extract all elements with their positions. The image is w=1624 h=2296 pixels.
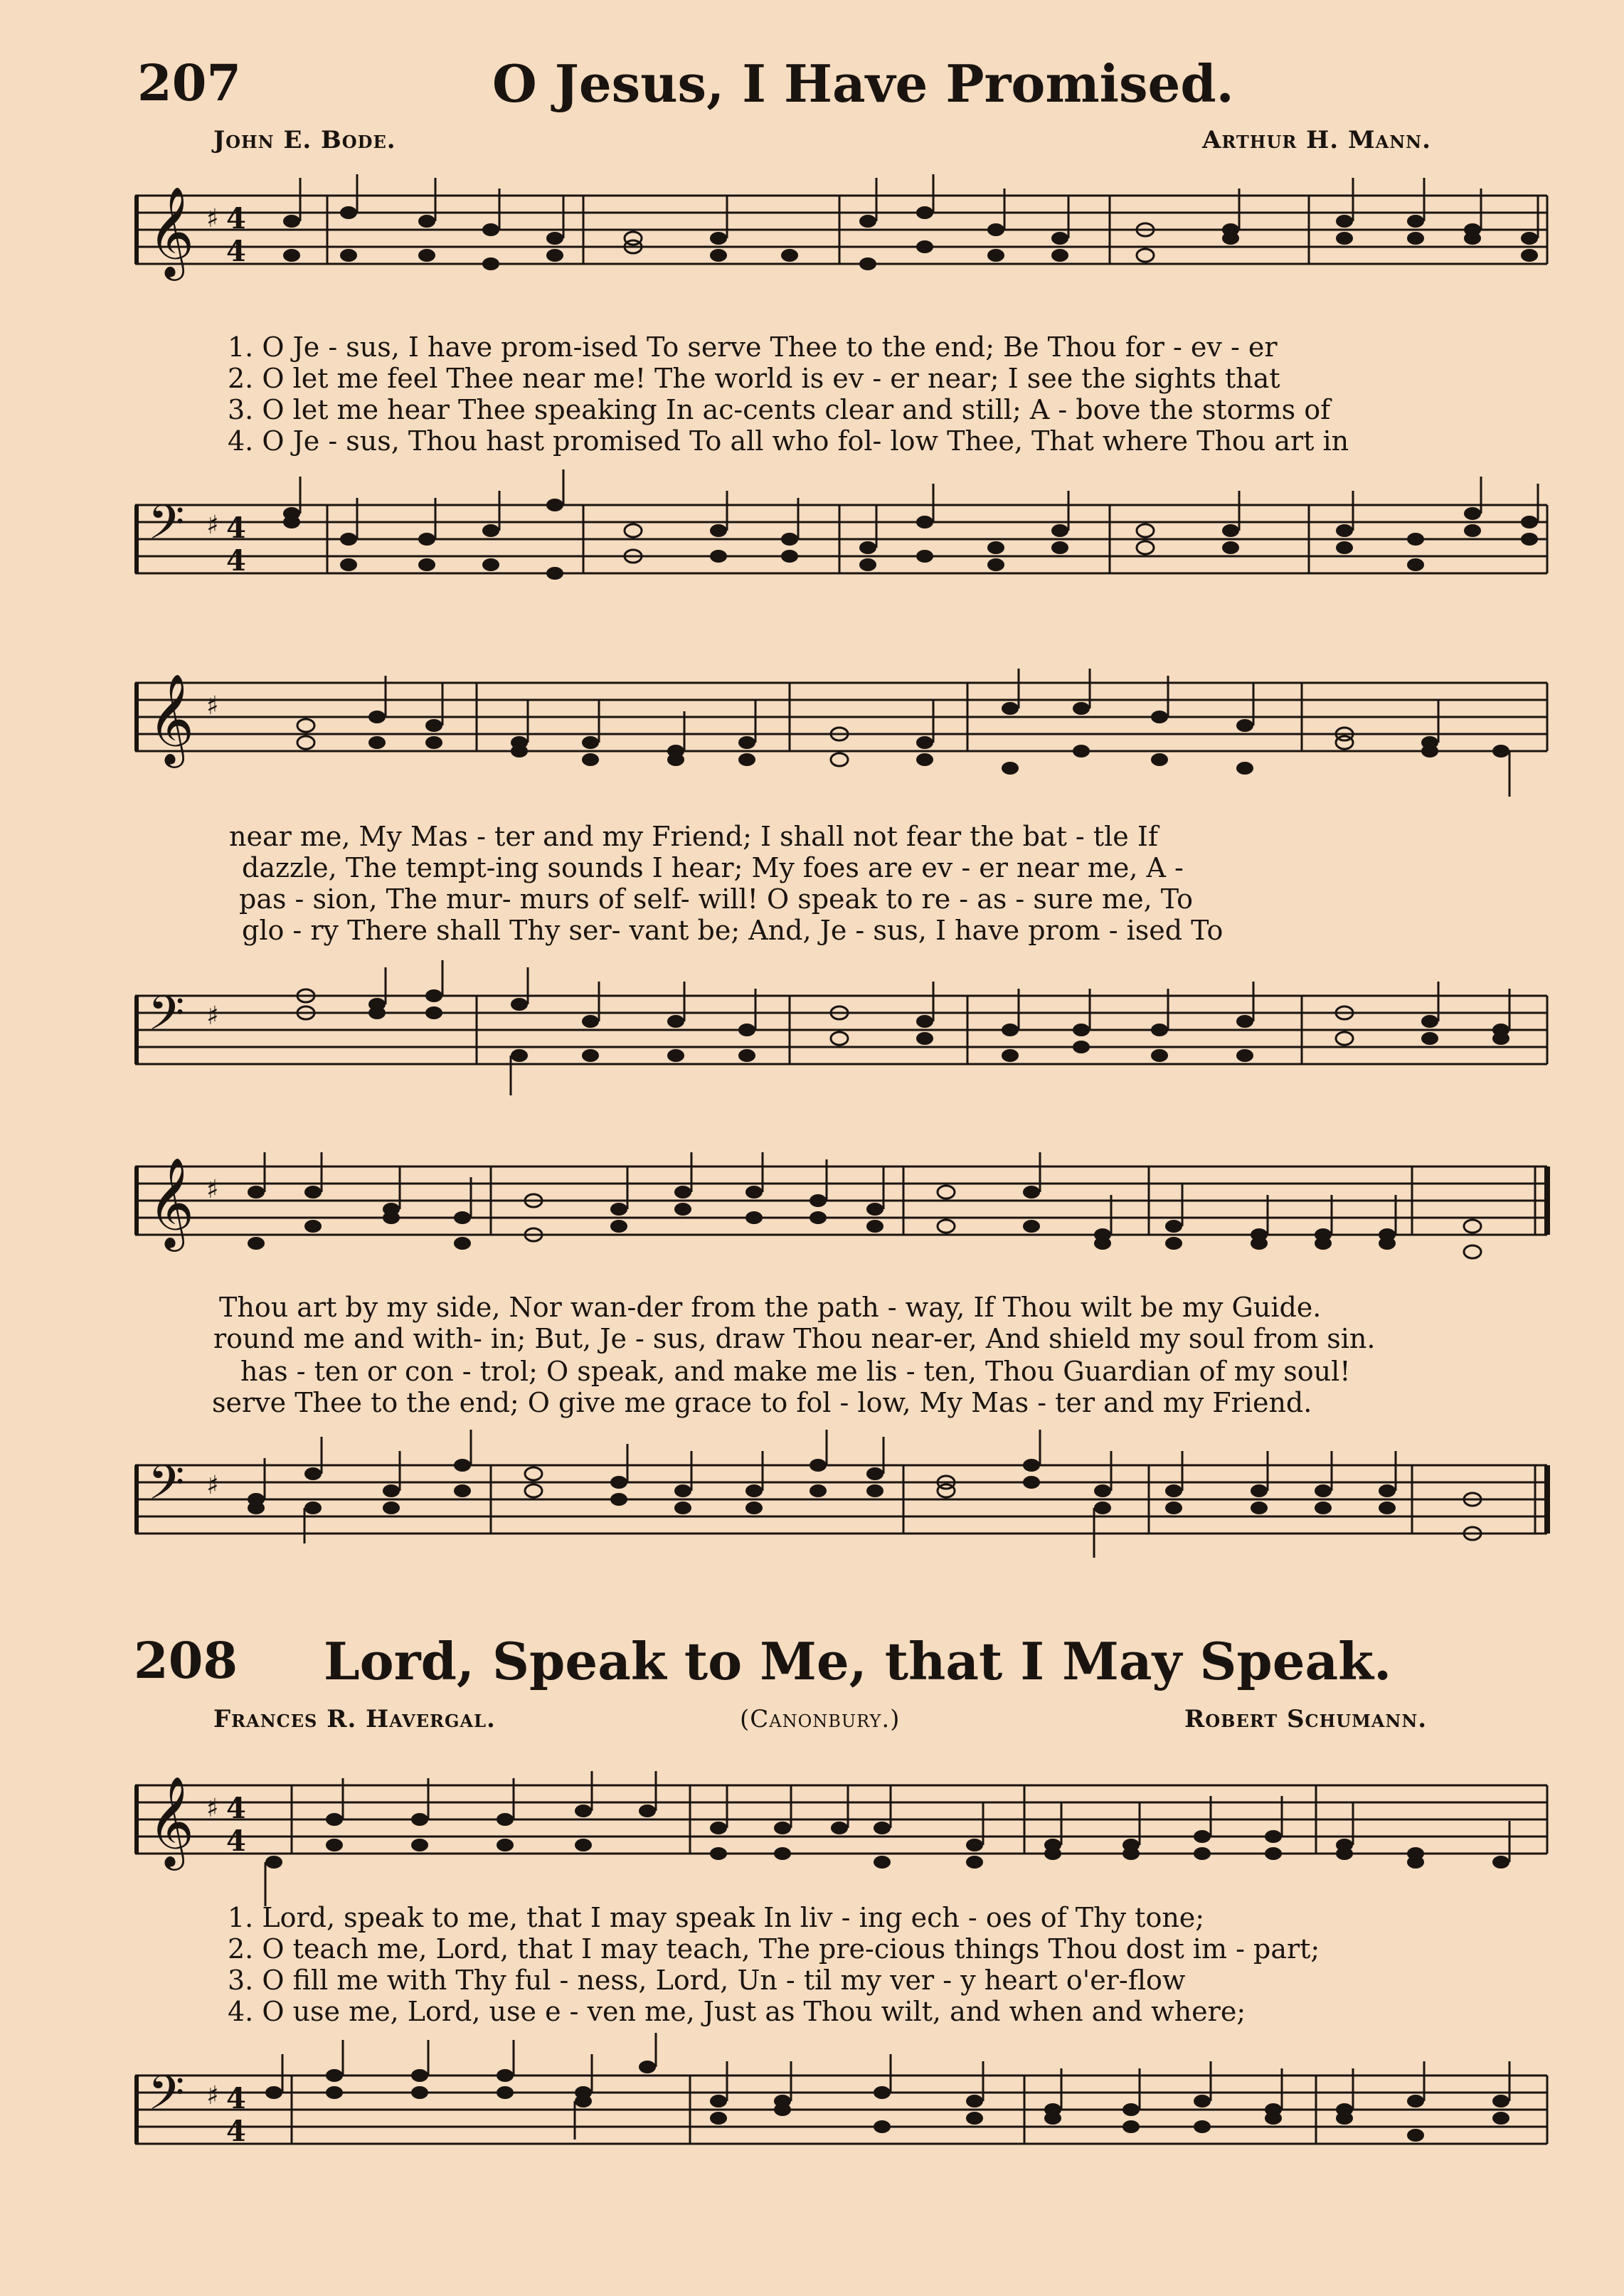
- verse-line-2-1: near me, My Mas - ter and my Friend; I shall not fear the bat - tle If: [229, 821, 1158, 852]
- verse-line-1-2: 2. O let me feel Thee near me! The world is ev - er near; I see the sights that: [228, 363, 1280, 394]
- svg-text:♯: ♯: [206, 691, 219, 721]
- verse-line-208-1: 1. Lord, speak to me, that I may speak In liv - ing ech - oes of Thy tone;: [228, 1902, 1205, 1933]
- svg-text:4: 4: [226, 1792, 246, 1825]
- author-207: John E. Bode.: [213, 126, 396, 154]
- bass-staff: [135, 1451, 1551, 1579]
- svg-text:4: 4: [226, 235, 246, 268]
- treble-staff: [135, 1152, 1551, 1266]
- treble-staff: [135, 181, 1551, 281]
- svg-text:♯: ♯: [206, 1001, 219, 1031]
- svg-text:𝄢: 𝄢: [148, 495, 185, 561]
- svg-text:𝄞: 𝄞: [148, 673, 195, 764]
- treble-staff: [135, 669, 1551, 768]
- svg-text:𝄞: 𝄞: [148, 186, 195, 277]
- verse-line-2-3: pas - sion, The mur- murs of self- will! O speak to re - as - sure me, To: [239, 883, 1194, 915]
- treble-staff: [135, 1771, 1551, 1885]
- svg-text:♯: ♯: [206, 1471, 219, 1500]
- verse-line-3-4: serve Thee to the end; O give me grace to fol - low, My Mas - ter and my Friend.: [212, 1387, 1312, 1418]
- svg-text:♯: ♯: [206, 204, 219, 233]
- svg-text:𝄢: 𝄢: [148, 986, 185, 1052]
- composer-207: Arthur H. Mann.: [1202, 126, 1431, 154]
- verse-line-1-1: 1. O Je - sus, I have prom-ised To serve Thee to the end; Be Thou for - ev - er: [228, 331, 1278, 363]
- svg-text:♯: ♯: [206, 511, 219, 540]
- verse-line-208-2: 2. O teach me, Lord, that I may teach, The pre-cious things Thou dost im - part;: [228, 1933, 1320, 1965]
- hymn-number-208: 208: [134, 1631, 238, 1690]
- hymn-title-207: O Jesus, I Have Promised.: [492, 53, 1234, 114]
- verse-line-208-4: 4. O use me, Lord, use e - ven me, Just as Thou wilt, and when and where;: [228, 1996, 1246, 2027]
- hymn-title-208: Lord, Speak to Me, that I May Speak.: [324, 1631, 1392, 1691]
- svg-text:4: 4: [226, 1824, 246, 1858]
- verse-line-1-4: 4. O Je - sus, Thou hast promised To all who fol- low Thee, That where Thou art in: [228, 425, 1349, 457]
- verse-line-208-3: 3. O fill me with Thy ful - ness, Lord, Un - til my ver - y heart o'er-flow: [228, 1965, 1186, 1996]
- svg-text:♯: ♯: [206, 1175, 219, 1204]
- hymn-number-207: 207: [137, 53, 242, 112]
- svg-text:𝄞: 𝄞: [148, 1157, 195, 1248]
- verse-line-2-2: dazzle, The tempt-ing sounds I hear; My foes are ev - er near me, A -: [242, 852, 1184, 883]
- tune-name-208: (Canonbury.): [740, 1705, 901, 1733]
- verse-line-3-2: round me and with- in; But, Je - sus, draw Thou near-er, And shield my soul from sin.: [213, 1323, 1376, 1354]
- bass-staff: [135, 2061, 1551, 2175]
- svg-text:4: 4: [226, 2115, 246, 2148]
- svg-text:4: 4: [226, 2082, 246, 2115]
- verse-line-3-1: Thou art by my side, Nor wan-der from the path - way, If Thou wilt be my Guide.: [219, 1292, 1322, 1323]
- svg-text:♯: ♯: [206, 1794, 219, 1823]
- svg-text:𝄞: 𝄞: [148, 1775, 195, 1866]
- svg-text:𝄢: 𝄢: [148, 2066, 185, 2132]
- bass-staff: [135, 491, 1551, 590]
- svg-text:4: 4: [226, 202, 246, 235]
- bass-staff: [135, 982, 1551, 1081]
- verse-line-2-4: glo - ry There shall Thy ser- vant be; And, Je - sus, I have prom - ised To: [242, 915, 1224, 946]
- verse-line-1-3: 3. O let me hear Thee speaking In ac-cents clear and still; A - bove the storms of: [228, 394, 1331, 425]
- svg-text:4: 4: [226, 544, 246, 578]
- svg-text:𝄢: 𝄢: [148, 1455, 185, 1521]
- verse-line-3-3: has - ten or con - trol; O speak, and make me lis - ten, Thou Guardian of my soul!: [240, 1356, 1351, 1387]
- author-208: Frances R. Havergal.: [213, 1705, 496, 1733]
- svg-text:4: 4: [226, 511, 246, 545]
- composer-208: Robert Schumann.: [1184, 1705, 1428, 1733]
- svg-text:♯: ♯: [206, 2081, 219, 2110]
